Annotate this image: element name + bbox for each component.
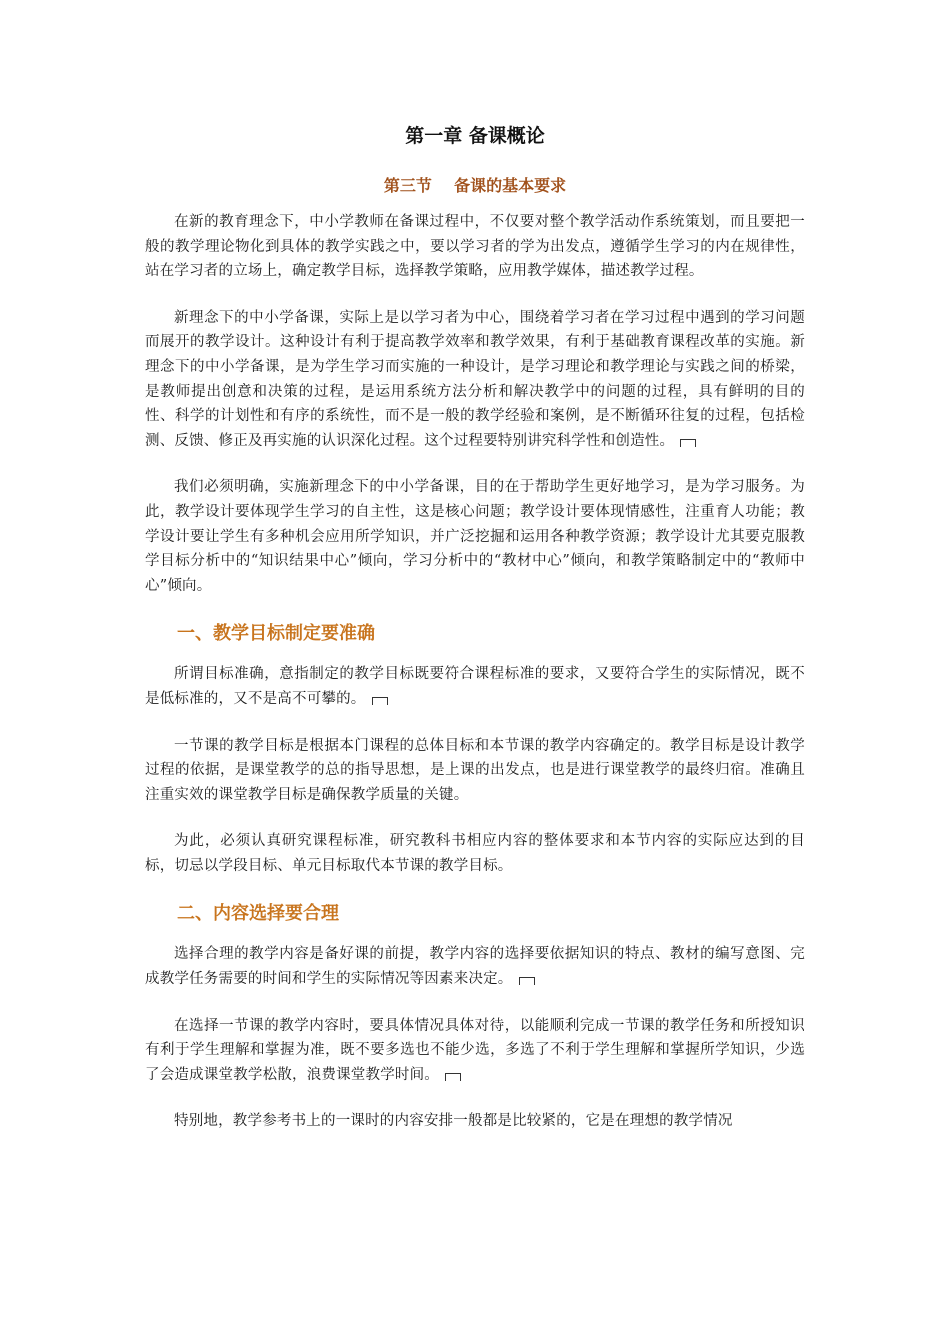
chapter-title: 第一章 备课概论 xyxy=(405,125,545,147)
bracket-mark-icon xyxy=(445,1073,461,1081)
paragraph-text: 选择合理的教学内容是备好课的前提，教学内容的选择要依据知识的特点、教材的编写意图、完成教学任务需要的时间和学生的实际情况等因素来决定。 xyxy=(145,946,805,988)
paragraph xyxy=(145,829,805,878)
section-title: 第三节 备课的基本要求 xyxy=(383,176,567,195)
paragraph-text: 在选择一节课的教学内容时，要具体情况具体对待，以能顺利完成一节课的教学任务和所授知识有利于学生理解和掌握为准，既不要多选也不能少选，多选了不利于学生理解和掌握所学知识，少选了会造成课堂教学松散，浪费课堂教学时间。 xyxy=(145,1017,805,1083)
section-heading-1: 一、教学目标制定要准确 xyxy=(177,623,375,645)
document-page xyxy=(145,122,805,1156)
paragraph xyxy=(145,306,805,454)
paragraph xyxy=(145,1109,805,1134)
paragraph-text: 我们必须明确，实施新理念下的中小学备课，目的在于帮助学生更好地学习，是为学习服务。为此，教学设计要体现学生学习的自主性，这是核心问题；教学设计要体现情感性，注重育人功能；教学设计要让学生有多种机会应用所学知识，并广泛挖掘和运用各种教学资源；教学设计尤其要克服教学目标分析中的“知识结果中心”倾向，学习分析中的“教材中心”倾向，和教学策略制定中的“教师中心”倾向。 xyxy=(145,479,805,594)
paragraph-text: 新理念下的中小学备课，实际上是以学习者为中心，围绕着学习者在学习过程中遇到的学习问题而展开的教学设计。这种设计有利于提高教学效率和教学效果，有利于基础教育课程改革的实施。新理念下的中小学备课，是为学生学习而实施的一种设计，是学习理论和教学理论与实践之间的桥梁，是教师提出创意和决策的过程，是运用系统方法分析和解决教学中的问题的过程，具有鲜明的目的性、科学的计划性和有序的系统性，而不是一般的教学经验和案例，是不断循环往复的过程，包括检测、反馈、修正及再实施的认识深化过程。这个过程要特别讲究科学性和创造性。 xyxy=(145,309,805,449)
paragraph xyxy=(145,734,805,808)
bracket-mark-icon xyxy=(680,439,696,447)
paragraph xyxy=(145,1014,805,1088)
paragraph-text: 在新的教育理念下，中小学教师在备课过程中，不仅要对整个教学活动作系统策划，而且要把一般的教学理论物化到具体的教学实践之中，要以学习者的学为出发点，遵循学生学习的内在规律性，站在学习者的立场上，确定教学目标，选择教学策略，应用教学媒体，描述教学过程。 xyxy=(145,214,805,280)
bracket-mark-icon xyxy=(519,977,535,985)
paragraph xyxy=(145,662,805,711)
paragraph-text: 一节课的教学目标是根据本门课程的总体目标和本节课的教学内容确定的。教学目标是设计教学过程的依据，是课堂教学的总的指导思想，是上课的出发点，也是进行课堂教学的最终归宿。准确且注重实效的课堂教学目标是确保教学质量的关键。 xyxy=(145,737,805,803)
bracket-mark-icon xyxy=(372,697,388,705)
section-heading-2: 二、内容选择要合理 xyxy=(177,903,339,925)
paragraph xyxy=(145,942,805,991)
paragraph-text: 所谓目标准确，意指制定的教学目标既要符合课程标准的要求，又要符合学生的实际情况，既不是低标准的，又不是高不可攀的。 xyxy=(145,666,805,707)
paragraph-text: 为此，必须认真研究课程标准，研究教科书相应内容的整体要求和本节内容的实际应达到的目标，切忌以学段目标、单元目标取代本节课的教学目标。 xyxy=(145,833,805,874)
paragraph xyxy=(145,475,805,598)
paragraph xyxy=(145,210,805,284)
paragraph-text: 特别地，教学参考书上的一课时的内容安排一般都是比较紧的，它是在理想的教学情况 xyxy=(174,1113,733,1130)
